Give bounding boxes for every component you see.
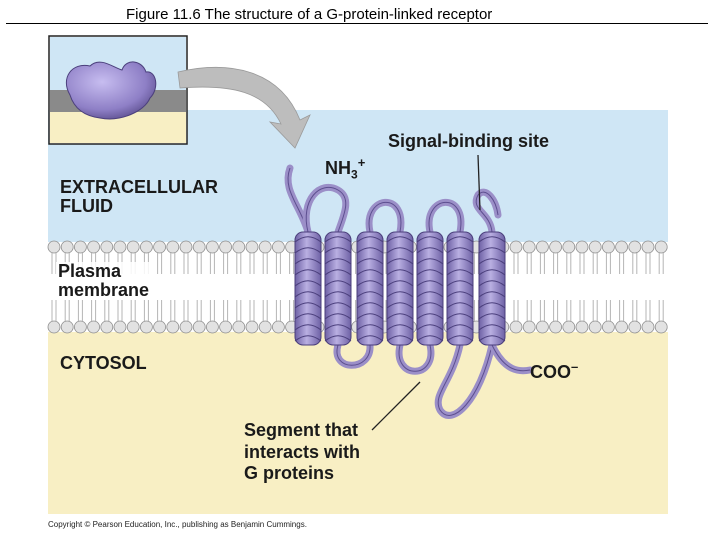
figure-title: Figure 11.6 The structure of a G-protein-linked receptor [126,6,493,23]
lipid-head [259,321,271,333]
transmembrane-helix [417,232,443,345]
lipid-head [576,321,588,333]
lipid-head [220,241,232,253]
lipid-head [127,321,139,333]
lipid-head [101,321,113,333]
lipid-head [259,241,271,253]
lipid-head [523,321,535,333]
lipid-head [563,241,575,253]
segment-label-line2: interacts with [244,441,361,462]
lipid-head [114,321,126,333]
extracellular-label-line2: FLUID [60,195,113,216]
lipid-head [180,241,192,253]
transmembrane-helix [387,232,413,345]
lipid-head [140,241,152,253]
lipid-head [180,321,192,333]
transmembrane-helix [447,232,473,345]
lipid-head [88,321,100,333]
lipid-head [655,321,667,333]
cytosol-label: CYTOSOL [60,353,147,373]
membrane-label [56,262,151,300]
nh3-label [325,156,365,181]
segment-label-line3: G proteins [244,463,335,484]
lipid-head [154,241,166,253]
lipid-head [563,321,575,333]
lipid-head [510,321,522,333]
lipid-head [74,241,86,253]
lipid-head [523,241,535,253]
transmembrane-helix [325,232,351,345]
lipid-head [576,241,588,253]
lipid-head [629,321,641,333]
coo-text: COO [530,362,572,382]
lipid-head [550,321,562,333]
coo-label [530,360,578,382]
segment-label [244,420,360,485]
segment-label-line1: Segment that [244,420,359,440]
signal-binding-site-label: Signal-binding site [388,131,549,151]
lipid-head [140,321,152,333]
extracellular-label [60,178,218,216]
lipid-head [193,321,205,333]
lipid-head [48,241,60,253]
lipid-head [154,321,166,333]
coo-superscript: – [571,359,579,374]
lipid-head [536,321,548,333]
membrane-label-line1: Plasma [58,261,122,281]
lipid-head [167,321,179,333]
lipid-head [642,241,654,253]
transmembrane-helix [357,232,383,345]
lipid-head [272,241,284,253]
copyright-notice: Copyright © Pearson Education, Inc., publishing as Benjamin Cummings. [48,520,307,529]
nh3-superscript: + [357,155,366,170]
lipid-head [602,241,614,253]
transmembrane-helix [479,232,505,345]
lipid-head [233,321,245,333]
lipid-head [616,321,628,333]
lipid-head [629,241,641,253]
lipid-head [536,241,548,253]
extracellular-label-line1: EXTRACELLULAR [60,177,218,197]
transmembrane-helix [295,232,321,345]
nh3-subscript: 3 [351,167,358,182]
lipid-head [233,241,245,253]
lipid-head [127,241,139,253]
lipid-head [642,321,654,333]
lipid-head [589,241,601,253]
lipid-head [88,241,100,253]
lipid-head [206,321,218,333]
nh3-text: NH [325,158,351,178]
membrane-label-line2: membrane [58,279,150,300]
lipid-head [48,321,60,333]
lipid-head [589,321,601,333]
lipid-head [550,241,562,253]
lipid-head [510,241,522,253]
lipid-head [114,241,126,253]
lipid-head [206,241,218,253]
lipid-head [616,241,628,253]
lipid-head [272,321,284,333]
lipid-head [655,241,667,253]
lipid-head [61,241,73,253]
lipid-head [167,241,179,253]
lipid-head [602,321,614,333]
lipid-head [61,321,73,333]
lipid-head [246,241,258,253]
inset-panel [49,36,187,144]
lipid-head [246,321,258,333]
lipid-head [220,321,232,333]
lipid-head [74,321,86,333]
lipid-head [101,241,113,253]
lipid-head [193,241,205,253]
